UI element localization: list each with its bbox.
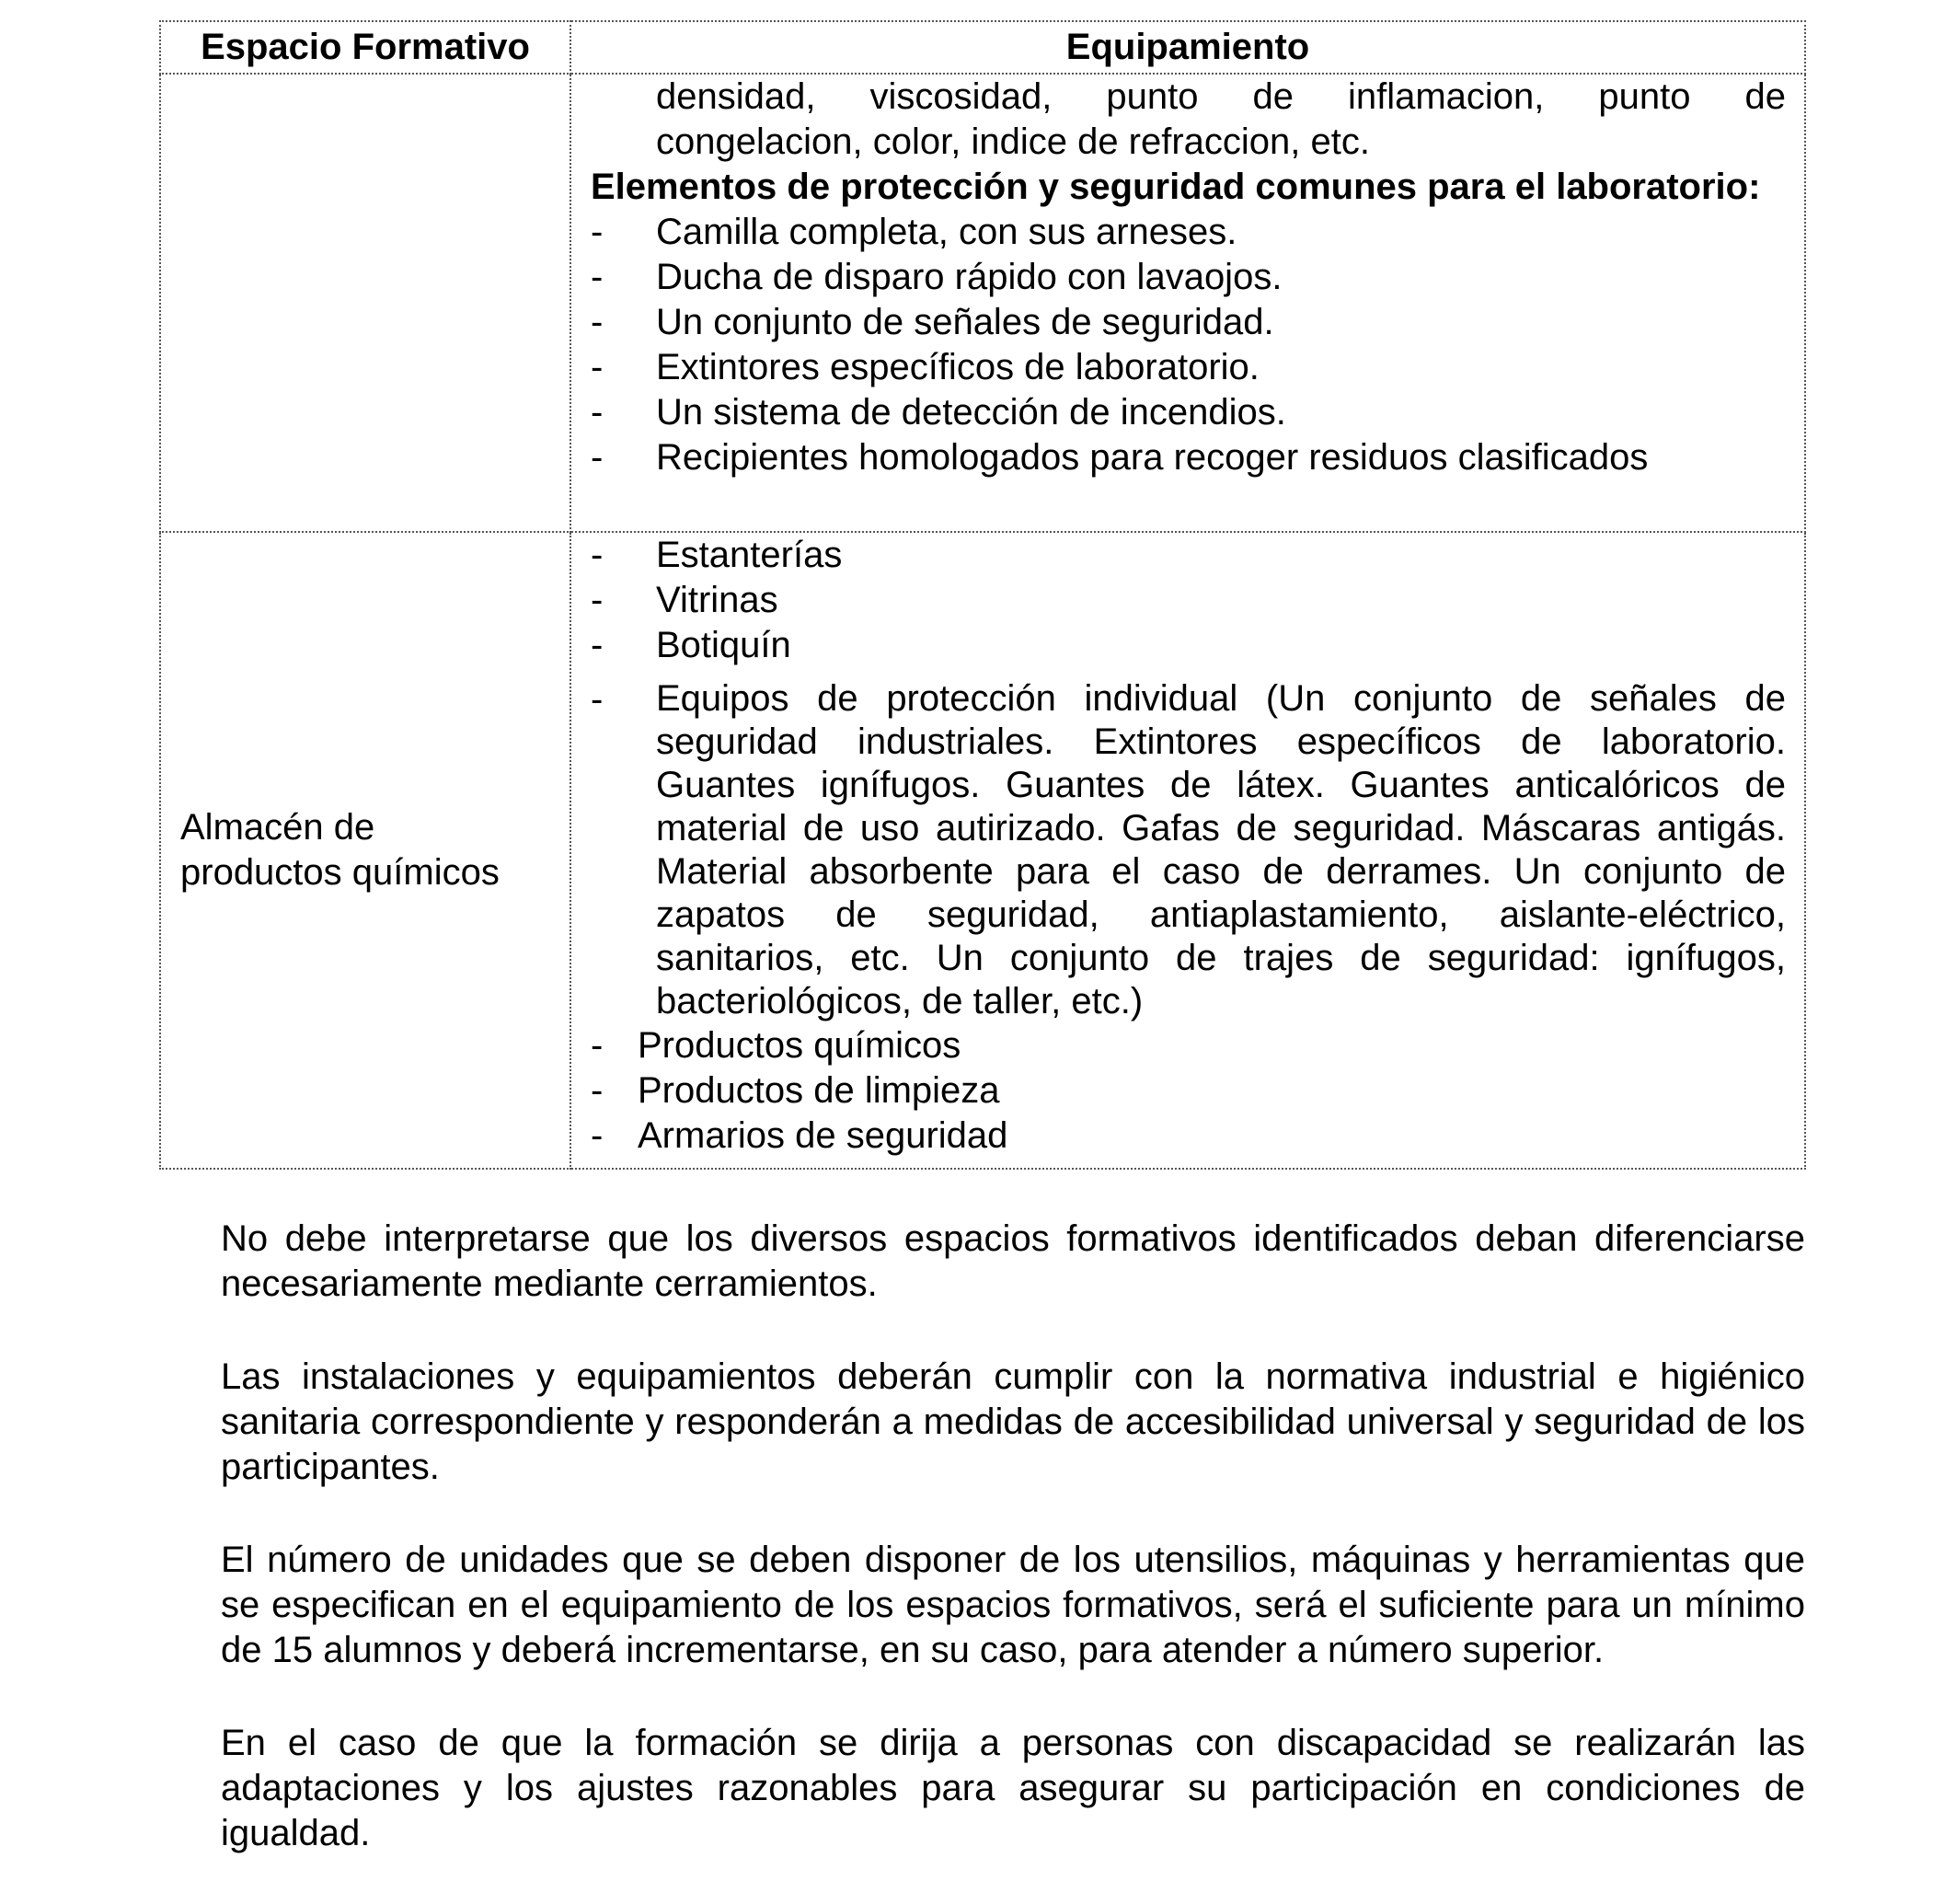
table-row — [160, 74, 1805, 532]
list-item-text: Un conjunto de señales de seguridad. — [656, 302, 1274, 342]
equipment-cell-laboratory — [570, 74, 1805, 532]
list-dash: - — [591, 625, 604, 665]
list-dash: - — [591, 535, 604, 575]
list-dash: - — [591, 212, 604, 252]
list-dash: - — [591, 1070, 604, 1111]
list-item — [591, 677, 1786, 1023]
list-dash: - — [591, 1025, 604, 1066]
list-item-text: Armarios de seguridad — [638, 1115, 1008, 1156]
list-dash: - — [591, 437, 604, 478]
list-item-text: Un sistema de detección de incendios. — [656, 392, 1286, 433]
list-item — [591, 255, 1786, 300]
table-row — [160, 532, 1805, 1169]
list-item — [591, 1023, 1786, 1068]
list-item-text: Botiquín — [656, 625, 791, 665]
header-equipment: Equipamiento — [570, 21, 1805, 74]
space-name-line: Almacén de — [180, 807, 375, 848]
list-item-text: Equipos de protección individual (Un conjunto de señales de seguridad industriales. Extintores específicos de laboratorio. Guantes ignífugos. Guantes de látex. Guantes anticalóricos de material de uso autirizado. Gafas de seguridad. Máscaras antigás. Material absorbente para el caso de derrames. Un conjunto de zapatos de seguridad, antiaplastamiento, aislante-eléctrico, sanitarios, etc. Un conjunto de trajes de seguridad: ignífugos, bacteriológicos, de taller, etc.) — [656, 678, 1786, 1021]
list-dash: - — [591, 679, 604, 720]
paragraph: En el caso de que la formación se dirija a personas con discapacidad se realizarán las adaptaciones y los ajustes razonables para asegurar su participación en condiciones de igualdad. — [221, 1723, 1805, 1853]
header-space: Espacio Formativo — [160, 21, 570, 74]
continuation-line: densidad, viscosidad, punto de inflamacion, punto de — [656, 76, 1786, 117]
equipment-cell-chemical-store — [570, 532, 1805, 1169]
section-heading: Elementos de protección y seguridad comunes para el laboratorio: — [591, 167, 1761, 207]
list-item — [591, 533, 1786, 578]
paragraph: El número de unidades que se deben disponer de los utensilios, máquinas y herramientas que se especifican en el equipamiento de los espacios formativos, será el suficiente para un mínimo de 15 alumnos y deberá incrementarse, en su caso, para atender a número superior. — [221, 1540, 1805, 1670]
list-item-text: Productos químicos — [638, 1025, 961, 1066]
list-item-text: Estanterías — [656, 535, 843, 575]
space-cell-empty — [160, 74, 570, 532]
list-item — [591, 1114, 1786, 1159]
list-dash: - — [591, 1115, 604, 1156]
list-item-text: Productos de limpieza — [638, 1070, 1000, 1111]
list-dash: - — [591, 347, 604, 387]
list-item-text: Vitrinas — [656, 580, 778, 620]
list-item — [591, 210, 1786, 255]
body-paragraphs — [221, 1217, 1805, 1904]
list-item-text: Recipientes homologados para recoger residuos clasificados — [656, 437, 1649, 478]
list-dash: - — [591, 580, 604, 620]
list-dash: - — [591, 392, 604, 433]
list-item — [591, 390, 1786, 435]
paragraph: No debe interpretarse que los diversos espacios formativos identificados deban diferenciarse necesariamente mediante cerramientos. — [221, 1218, 1805, 1304]
equipment-table — [159, 20, 1806, 1170]
paragraph: Las instalaciones y equipamientos deberán cumplir con la normativa industrial e higiénico sanitaria correspondiente y responderán a medidas de accesibilidad universal y seguridad de los participantes. — [221, 1356, 1805, 1487]
list-item-text: Camilla completa, con sus arneses. — [656, 212, 1237, 252]
list-dash: - — [591, 257, 604, 297]
continuation-line: congelacion, color, indice de refraccion, etc. — [656, 121, 1370, 162]
list-item-text: Extintores específicos de laboratorio. — [656, 347, 1260, 387]
table-header-row — [160, 21, 1805, 74]
list-item — [591, 578, 1786, 623]
list-item-text: Ducha de disparo rápido con lavaojos. — [656, 257, 1283, 297]
space-cell-chemical-store — [160, 532, 570, 1169]
list-item — [591, 623, 1786, 668]
list-item — [591, 1068, 1786, 1114]
list-dash: - — [591, 302, 604, 342]
space-name-line: productos químicos — [180, 852, 500, 893]
list-item — [591, 345, 1786, 390]
list-item — [591, 435, 1786, 480]
list-item — [591, 300, 1786, 345]
